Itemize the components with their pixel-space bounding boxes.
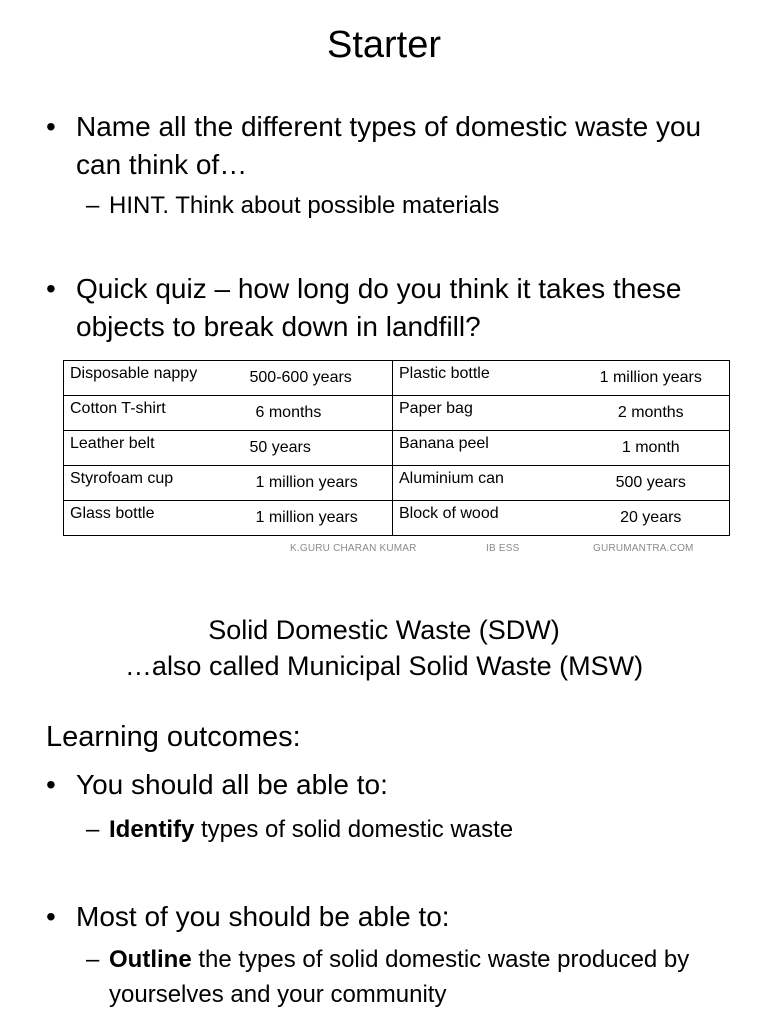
sub-bullet-dash: – (86, 192, 100, 219)
item-cell: Glass bottle (64, 501, 244, 536)
bullet-dot: • (46, 769, 56, 800)
footer-site: GURUMANTRA.COM (593, 543, 694, 554)
item-cell: Paper bag (393, 396, 573, 431)
sub-bullet-text (109, 942, 729, 1012)
keyword-outline: Outline (109, 946, 192, 973)
item-cell: Disposable nappy (64, 361, 244, 396)
sub-bullet-rest: the types of solid domestic waste produced by yourselves and your community (109, 946, 690, 1008)
time-cell: 1 million years (244, 466, 393, 501)
bullet-dot: • (46, 111, 56, 142)
slide-title (0, 612, 768, 684)
slide-learning-outcomes (0, 580, 768, 1024)
time-cell: 50 years (244, 431, 393, 466)
bullet-dot: • (46, 901, 56, 932)
decomposition-table (63, 360, 730, 536)
item-cell: Leather belt (64, 431, 244, 466)
bullet-text: Most of you should be able to: (76, 901, 450, 932)
item-cell: Plastic bottle (393, 361, 573, 396)
item-cell: Banana peel (393, 431, 573, 466)
slide-title: Starter (326, 24, 442, 66)
sub-bullet-text: HINT. Think about possible materials (109, 192, 500, 219)
item-cell: Aluminium can (393, 466, 573, 501)
footer-course: IB ESS (486, 543, 520, 554)
time-cell: 20 years (573, 501, 730, 536)
learning-outcomes-heading: Learning outcomes: (46, 721, 301, 753)
item-cell: Styrofoam cup (64, 466, 244, 501)
sub-bullet-dash: – (86, 946, 100, 973)
table-row (64, 396, 730, 431)
time-cell: 1 month (573, 431, 730, 466)
table-row (64, 431, 730, 466)
time-cell: 1 million years (573, 361, 730, 396)
sub-bullet-text (109, 812, 729, 847)
sub-bullet-rest: types of solid domestic waste (194, 816, 514, 843)
table-row (64, 501, 730, 536)
title-line-1: Solid Domestic Waste (SDW) (208, 615, 560, 645)
bullet-text: Name all the different types of domestic waste you can think of… (76, 111, 702, 180)
time-cell: 2 months (573, 396, 730, 431)
item-cell: Cotton T-shirt (64, 396, 244, 431)
table-row (64, 466, 730, 501)
footer-author: K.GURU CHARAN KUMAR (290, 543, 417, 554)
item-cell: Block of wood (393, 501, 573, 536)
time-cell: 6 months (244, 396, 393, 431)
sub-bullet-dash: – (86, 816, 100, 843)
bullet-dot: • (46, 273, 56, 304)
table-row (64, 361, 730, 396)
title-line-2: …also called Municipal Solid Waste (MSW) (124, 651, 644, 681)
time-cell: 500 years (573, 466, 730, 501)
bullet-text: You should all be able to: (76, 769, 388, 800)
time-cell: 500-600 years (244, 361, 393, 396)
bullet-text: Quick quiz – how long do you think it takes these objects to break down in landfill? (76, 273, 682, 342)
time-cell: 1 million years (244, 501, 393, 536)
keyword-identify: Identify (109, 816, 195, 843)
